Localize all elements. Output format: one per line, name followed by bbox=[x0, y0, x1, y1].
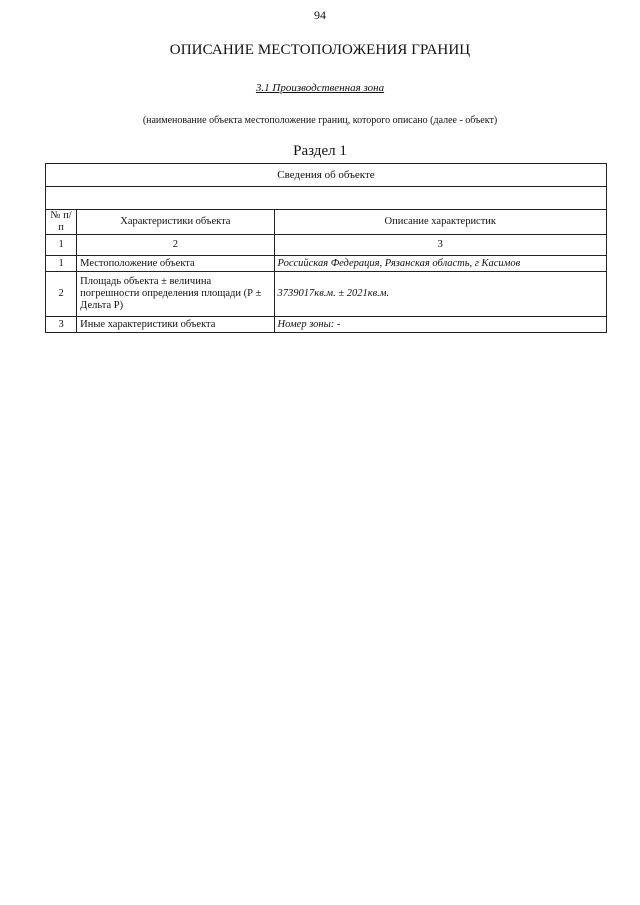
page-number: 94 bbox=[314, 8, 326, 22]
column-number: 3 bbox=[274, 235, 606, 256]
column-header-num: № п/п bbox=[46, 210, 77, 235]
table-row bbox=[46, 256, 607, 272]
column-number: 2 bbox=[77, 235, 274, 256]
section-title: Раздел 1 bbox=[293, 143, 347, 159]
document-title: ОПИСАНИЕ МЕСТОПОЛОЖЕНИЯ ГРАНИЦ bbox=[169, 42, 471, 58]
object-name-hint: (наименование объекта местоположение границ, которого описано (далее - объект) bbox=[142, 115, 498, 126]
row-characteristic: Местоположение объекта bbox=[77, 256, 274, 272]
row-characteristic: Площадь объекта ± величина погрешности определения площади (Р ± Дельта Р) bbox=[77, 272, 274, 317]
column-number-row bbox=[46, 235, 607, 256]
object-info-table bbox=[45, 163, 607, 333]
empty-cell bbox=[46, 187, 607, 210]
row-description: Российская Федерация, Рязанская область, г Касимов bbox=[274, 256, 606, 272]
row-description: Номер зоны: - bbox=[274, 317, 606, 333]
row-number: 3 bbox=[46, 317, 77, 333]
row-characteristic: Иные характеристики объекта bbox=[77, 317, 274, 333]
row-number: 1 bbox=[46, 256, 77, 272]
column-header-description: Описание характеристик bbox=[274, 210, 606, 235]
column-number: 1 bbox=[46, 235, 77, 256]
table-header-row bbox=[46, 164, 607, 187]
table-header: Сведения об объекте bbox=[46, 164, 607, 187]
table-row bbox=[46, 317, 607, 333]
row-description: 3739017кв.м. ± 2021кв.м. bbox=[274, 272, 606, 317]
table-row bbox=[46, 272, 607, 317]
table-empty-row bbox=[46, 187, 607, 210]
column-header-row bbox=[46, 210, 607, 235]
row-number: 2 bbox=[46, 272, 77, 317]
column-header-characteristic: Характеристики объекта bbox=[77, 210, 274, 235]
object-name: 3.1 Производственная зона bbox=[255, 82, 385, 94]
